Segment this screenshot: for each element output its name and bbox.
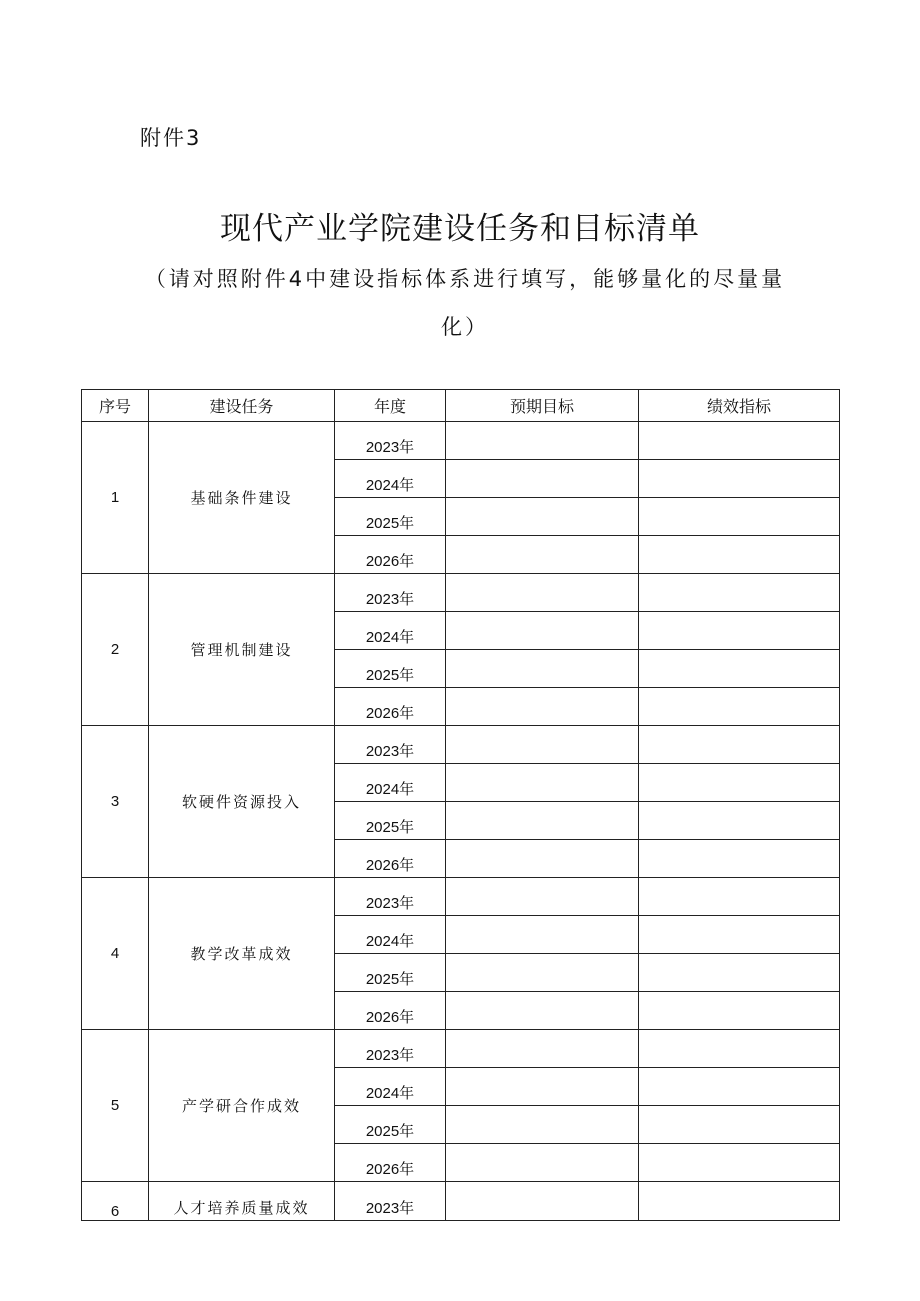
year-cell: 2023年 [335, 574, 446, 612]
year-cell: 2023年 [335, 878, 446, 916]
header-seq: 序号 [82, 390, 149, 422]
performance-indicator-cell[interactable] [639, 1030, 840, 1068]
year-cell: 2023年 [335, 1030, 446, 1068]
performance-indicator-cell[interactable] [639, 726, 840, 764]
year-cell: 2024年 [335, 916, 446, 954]
table-row [82, 1182, 840, 1221]
header-expected-goal: 预期目标 [446, 390, 639, 422]
performance-indicator-cell[interactable] [639, 498, 840, 536]
seq-cell: 2 [82, 574, 149, 726]
task-cell: 软硬件资源投入 [149, 726, 335, 878]
table-row [82, 1030, 840, 1068]
year-cell: 2026年 [335, 536, 446, 574]
expected-goal-cell[interactable] [446, 954, 639, 992]
expected-goal-cell[interactable] [446, 878, 639, 916]
expected-goal-cell[interactable] [446, 1144, 639, 1182]
expected-goal-cell[interactable] [446, 1182, 639, 1221]
expected-goal-cell[interactable] [446, 422, 639, 460]
expected-goal-cell[interactable] [446, 688, 639, 726]
performance-indicator-cell[interactable] [639, 764, 840, 802]
performance-indicator-cell[interactable] [639, 1068, 840, 1106]
performance-indicator-cell[interactable] [639, 650, 840, 688]
document-subtitle: （请对照附件4中建设指标体系进行填写，能够量化的尽量量化） [144, 267, 786, 339]
expected-goal-cell[interactable] [446, 1030, 639, 1068]
expected-goal-cell[interactable] [446, 764, 639, 802]
expected-goal-cell[interactable] [446, 726, 639, 764]
seq-cell: 4 [82, 878, 149, 1030]
year-cell: 2025年 [335, 1106, 446, 1144]
table-header-row [82, 390, 840, 422]
year-cell: 2024年 [335, 764, 446, 802]
performance-indicator-cell[interactable] [639, 460, 840, 498]
seq-cell: 3 [82, 726, 149, 878]
year-cell: 2024年 [335, 460, 446, 498]
task-goal-table [81, 389, 840, 1221]
year-cell: 2023年 [335, 1182, 446, 1221]
performance-indicator-cell[interactable] [639, 1182, 840, 1221]
header-performance-indicator: 绩效指标 [639, 390, 840, 422]
performance-indicator-cell[interactable] [639, 802, 840, 840]
expected-goal-cell[interactable] [446, 612, 639, 650]
header-task: 建设任务 [149, 390, 335, 422]
year-cell: 2025年 [335, 802, 446, 840]
task-cell: 管理机制建设 [149, 574, 335, 726]
expected-goal-cell[interactable] [446, 650, 639, 688]
performance-indicator-cell[interactable] [639, 688, 840, 726]
document-title: 现代产业学院建设任务和目标清单 [220, 211, 700, 247]
expected-goal-cell[interactable] [446, 1068, 639, 1106]
table-row [82, 878, 840, 916]
performance-indicator-cell[interactable] [639, 954, 840, 992]
performance-indicator-cell[interactable] [639, 1106, 840, 1144]
task-cell: 产学研合作成效 [149, 1030, 335, 1182]
year-cell: 2026年 [335, 840, 446, 878]
seq-cell: 1 [82, 422, 149, 574]
year-cell: 2024年 [335, 612, 446, 650]
task-cell: 基础条件建设 [149, 422, 335, 574]
expected-goal-cell[interactable] [446, 992, 639, 1030]
expected-goal-cell[interactable] [446, 1106, 639, 1144]
expected-goal-cell[interactable] [446, 498, 639, 536]
seq-cell: 5 [82, 1030, 149, 1182]
header-year: 年度 [335, 390, 446, 422]
year-cell: 2025年 [335, 498, 446, 536]
year-cell: 2026年 [335, 688, 446, 726]
performance-indicator-cell[interactable] [639, 612, 840, 650]
performance-indicator-cell[interactable] [639, 422, 840, 460]
performance-indicator-cell[interactable] [639, 916, 840, 954]
year-cell: 2026年 [335, 992, 446, 1030]
task-cell: 教学改革成效 [149, 878, 335, 1030]
year-cell: 2024年 [335, 1068, 446, 1106]
performance-indicator-cell[interactable] [639, 840, 840, 878]
table-row [82, 422, 840, 460]
seq-cell: 6 [82, 1182, 149, 1221]
year-cell: 2023年 [335, 422, 446, 460]
year-cell: 2026年 [335, 1144, 446, 1182]
year-cell: 2023年 [335, 726, 446, 764]
expected-goal-cell[interactable] [446, 802, 639, 840]
performance-indicator-cell[interactable] [639, 1144, 840, 1182]
expected-goal-cell[interactable] [446, 916, 639, 954]
table-body [82, 422, 840, 1221]
performance-indicator-cell[interactable] [639, 992, 840, 1030]
performance-indicator-cell[interactable] [639, 536, 840, 574]
expected-goal-cell[interactable] [446, 460, 639, 498]
expected-goal-cell[interactable] [446, 574, 639, 612]
performance-indicator-cell[interactable] [639, 574, 840, 612]
table-row [82, 726, 840, 764]
task-cell: 人才培养质量成效 [149, 1182, 335, 1221]
year-cell: 2025年 [335, 650, 446, 688]
attachment-label: 附件3 [140, 126, 202, 150]
expected-goal-cell[interactable] [446, 840, 639, 878]
year-cell: 2025年 [335, 954, 446, 992]
performance-indicator-cell[interactable] [639, 878, 840, 916]
table-row [82, 574, 840, 612]
expected-goal-cell[interactable] [446, 536, 639, 574]
